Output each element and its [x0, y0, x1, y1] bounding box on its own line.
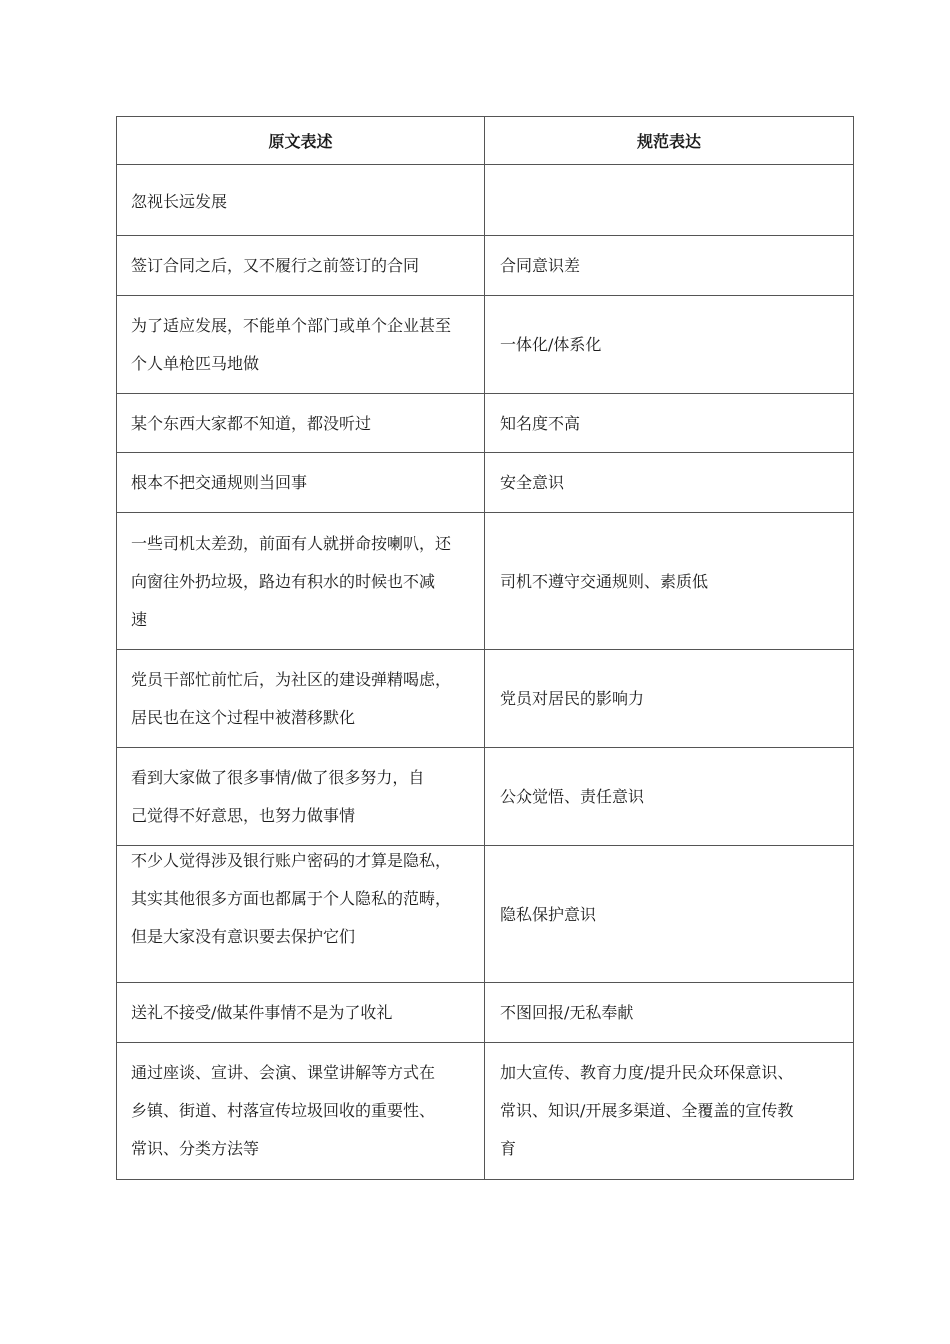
standard-text: 不图回报/无私奉献 [500, 1003, 634, 1022]
table-row [117, 236, 854, 296]
standard-cell [485, 236, 854, 296]
standard-text: 知名度不高 [500, 413, 581, 433]
column-header-standard: 规范表达 [485, 117, 854, 165]
table-row [117, 165, 854, 236]
table-row [117, 394, 854, 453]
original-cell [117, 513, 485, 650]
standard-cell [485, 846, 854, 983]
standard-cell [485, 650, 854, 748]
original-cell [117, 748, 485, 846]
table-header-row [117, 117, 854, 165]
table-row [117, 296, 854, 394]
original-text: 但是大家没有意识要去保护它们 [131, 927, 356, 946]
original-text: 速 [131, 609, 148, 629]
table-row [117, 453, 854, 513]
standard-text: 加大宣传、教育力度/提升民众环保意识、 [500, 1063, 794, 1082]
original-text: 送礼不接受/做某件事情不是为了收礼 [131, 1003, 393, 1022]
table-row [117, 650, 854, 748]
original-cell [117, 453, 485, 513]
original-text: 向窗往外扔垃圾，路边有积水的时候也不减 [131, 571, 436, 591]
standard-cell [485, 453, 854, 513]
standard-text: 育 [500, 1139, 517, 1158]
standard-cell [485, 513, 854, 650]
table-row [117, 748, 854, 846]
original-text: 其实其他很多方面也都属于个人隐私的范畴， [131, 889, 452, 908]
standard-cell [485, 296, 854, 394]
original-text: 己觉得不好意思，也努力做事情 [131, 805, 356, 825]
table-row [117, 846, 854, 983]
original-text: 党员干部忙前忙后，为社区的建设弹精喝虑， [131, 670, 452, 689]
standard-text: 常识、知识/开展多渠道、全覆盖的宣传教 [500, 1101, 794, 1120]
original-text: 为了适应发展，不能单个部门或单个企业甚至 [131, 316, 452, 335]
original-text: 一些司机太差劲，前面有人就拼命按喇叭，还 [131, 533, 452, 553]
original-cell [117, 394, 485, 453]
table-row [117, 983, 854, 1043]
original-cell [117, 165, 485, 236]
original-cell [117, 236, 485, 296]
standard-text: 一体化/体系化 [500, 335, 602, 354]
table-row [117, 1043, 854, 1180]
original-text: 看到大家做了很多事情/做了很多努力，自 [131, 767, 425, 787]
standard-cell [485, 1043, 854, 1180]
original-text: 某个东西大家都不知道，都没听过 [131, 413, 372, 433]
original-cell [117, 846, 485, 983]
original-text: 根本不把交通规则当回事 [131, 473, 308, 492]
original-text: 通过座谈、宣讲、会演、课堂讲解等方式在 [131, 1063, 436, 1082]
original-text: 个人单枪匹马地做 [131, 354, 260, 373]
standard-text: 合同意识差 [500, 256, 581, 275]
expression-table [116, 116, 854, 1180]
original-cell [117, 983, 485, 1043]
original-text: 常识、分类方法等 [131, 1139, 260, 1158]
original-text: 居民也在这个过程中被潜移默化 [131, 708, 356, 727]
standard-text: 隐私保护意识 [500, 904, 597, 924]
original-text: 乡镇、街道、村落宣传垃圾回收的重要性、 [131, 1101, 436, 1120]
original-cell [117, 650, 485, 748]
standard-cell [485, 394, 854, 453]
standard-text: 司机不遵守交通规则、素质低 [500, 571, 709, 591]
original-text: 不少人觉得涉及银行账户密码的才算是隐私， [131, 851, 452, 870]
original-cell [117, 1043, 485, 1180]
original-text: 忽视长远发展 [131, 192, 228, 211]
standard-text: 党员对居民的影响力 [500, 689, 645, 708]
standard-cell [485, 748, 854, 846]
original-text: 签订合同之后，又不履行之前签订的合同 [131, 256, 420, 275]
column-header-original: 原文表述 [117, 117, 485, 165]
standard-text: 公众觉悟、责任意识 [500, 787, 645, 806]
standard-cell [485, 165, 854, 236]
standard-cell [485, 983, 854, 1043]
original-cell [117, 296, 485, 394]
standard-text: 安全意识 [500, 473, 565, 492]
table-row [117, 513, 854, 650]
